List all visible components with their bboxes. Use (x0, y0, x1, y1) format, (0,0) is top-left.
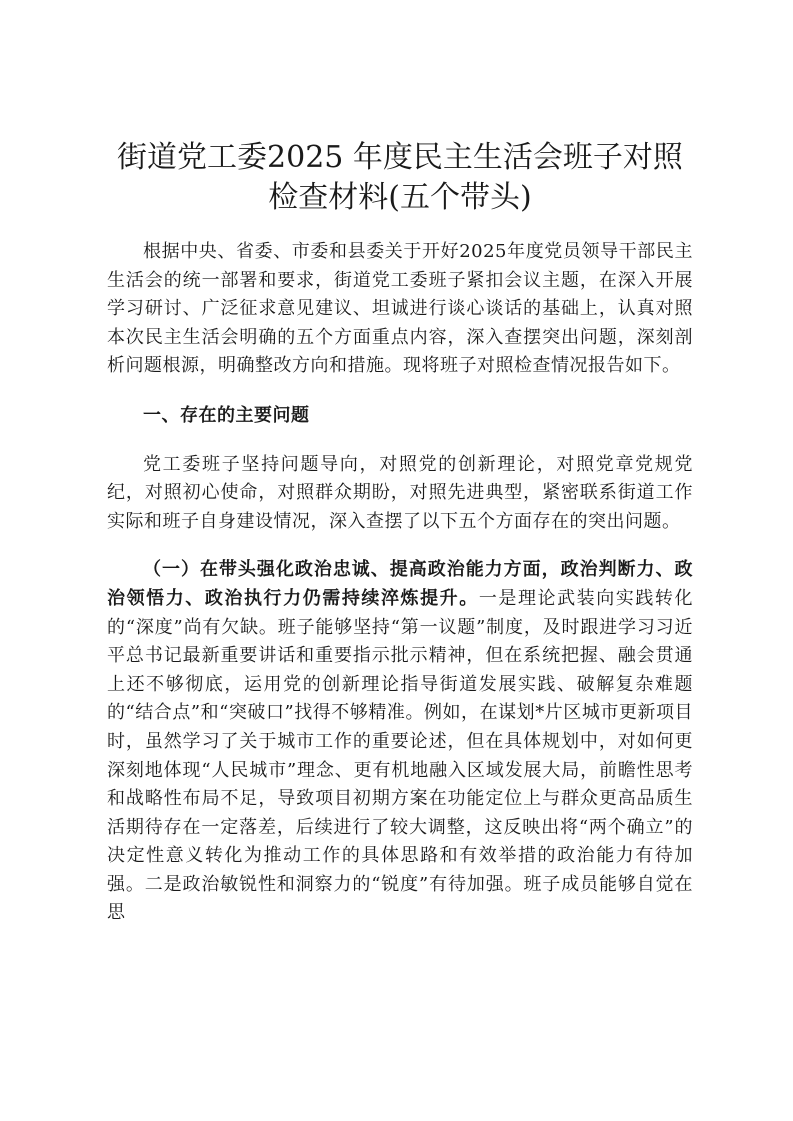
item-1-paragraph (107, 556, 693, 928)
section-intro-paragraph: 党工委班子坚持问题导向，对照党的创新理论，对照党章党规党纪，对照初心使命，对照群众期盼，对照先进典型，紧密联系街道工作实际和班子自身建设情况，深入查摆了以下五个方面存在的突出问题。 (107, 453, 693, 532)
document-page (107, 138, 693, 928)
item-1-body: 一是理论武装向实践转化的“深度”尚有欠缺。班子能够坚持“第一议题”制度，及时跟进学习习近平总书记最新重要讲话和重要指示批示精神，但在系统把握、融会贯通上还不够彻底，运用党的创新理论指导街道发展实践、破解复杂难题的“结合点”和“突破口”找得不够精准。例如，在谋划*片区城市更新项目时，虽然学习了关于城市工作的重要论述，但在具体规划中，对如何更深刻地体现“人民城市”理念、更有机地融入区域发展大局，前瞻性思考和战略性布局不足，导致项目初期方案在功能定位上与群众更高品质生活期待存在一定落差，后续进行了较大调整，这反映出将“两个确立”的决定性意义转化为推动工作的具体思路和有效举措的政治能力有待加强。二是政治敏锐性和洞察力的“锐度”有待加强。班子成员能够自觉在思 (107, 587, 694, 924)
item-1-lead: （一）在带头强化政治忠诚、提高政治能力方面，政治判断力、政治领悟力、政治执行力仍需持续淬炼提升。 (107, 559, 693, 609)
section-heading-problems: 一、存在的主要问题 (143, 404, 310, 426)
intro-paragraph: 根据中央、省委、市委和县委关于开好2025年度党员领导干部民主生活会的统一部署和要求，街道党工委班子紧扣会议主题，在深入开展学习研讨、广泛征求意见建议、坦诚进行谈心谈话的基础上，认真对照本次民主生活会明确的五个方面重点内容，深入查摆突出问题，深刻剖析问题根源，明确整改方向和措施。现将班子对照检查情况报告如下。 (107, 241, 693, 377)
document-title: 街道党工委2025 年度民主生活会班子对照检查材料(五个带头) (117, 140, 683, 215)
